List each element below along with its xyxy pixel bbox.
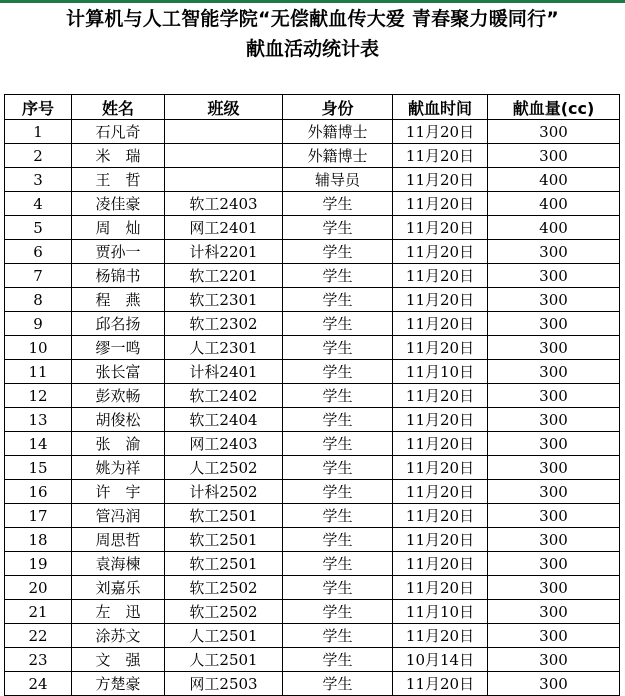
cell-name: 王 哲 bbox=[72, 168, 165, 192]
cell-name: 缪一鸣 bbox=[72, 336, 165, 360]
cell-date: 11月20日 bbox=[393, 672, 488, 696]
cell-volume: 300 bbox=[488, 648, 620, 672]
table-row bbox=[5, 432, 620, 456]
cell-identity: 学生 bbox=[283, 264, 393, 288]
cell-index: 17 bbox=[5, 504, 72, 528]
cell-date: 11月20日 bbox=[393, 432, 488, 456]
document-title bbox=[0, 4, 625, 64]
header-class: 班级 bbox=[165, 95, 283, 120]
cell-class bbox=[165, 120, 283, 144]
cell-date: 11月20日 bbox=[393, 240, 488, 264]
table-row bbox=[5, 216, 620, 240]
cell-index: 12 bbox=[5, 384, 72, 408]
cell-identity: 学生 bbox=[283, 408, 393, 432]
cell-index: 11 bbox=[5, 360, 72, 384]
table-row bbox=[5, 672, 620, 696]
cell-class: 网工2403 bbox=[165, 432, 283, 456]
table-row bbox=[5, 504, 620, 528]
cell-identity: 学生 bbox=[283, 360, 393, 384]
cell-identity: 学生 bbox=[283, 672, 393, 696]
cell-class: 网工2401 bbox=[165, 216, 283, 240]
cell-identity: 学生 bbox=[283, 456, 393, 480]
cell-volume: 400 bbox=[488, 216, 620, 240]
cell-name: 姚为祥 bbox=[72, 456, 165, 480]
table-row bbox=[5, 288, 620, 312]
cell-name: 胡俊松 bbox=[72, 408, 165, 432]
cell-class: 软工2502 bbox=[165, 576, 283, 600]
cell-date: 11月20日 bbox=[393, 144, 488, 168]
cell-date: 11月20日 bbox=[393, 552, 488, 576]
cell-name: 方楚豪 bbox=[72, 672, 165, 696]
table-row bbox=[5, 600, 620, 624]
cell-identity: 外籍博士 bbox=[283, 144, 393, 168]
cell-date: 11月20日 bbox=[393, 288, 488, 312]
cell-name: 文 强 bbox=[72, 648, 165, 672]
cell-volume: 300 bbox=[488, 360, 620, 384]
cell-volume: 300 bbox=[488, 672, 620, 696]
cell-identity: 学生 bbox=[283, 288, 393, 312]
table-row bbox=[5, 552, 620, 576]
cell-date: 11月20日 bbox=[393, 120, 488, 144]
cell-volume: 300 bbox=[488, 120, 620, 144]
cell-volume: 300 bbox=[488, 336, 620, 360]
cell-name: 张长富 bbox=[72, 360, 165, 384]
cell-class: 软工2404 bbox=[165, 408, 283, 432]
table-body bbox=[5, 120, 620, 696]
cell-name: 刘嘉乐 bbox=[72, 576, 165, 600]
cell-volume: 300 bbox=[488, 576, 620, 600]
cell-date: 10月14日 bbox=[393, 648, 488, 672]
cell-volume: 400 bbox=[488, 192, 620, 216]
cell-class: 人工2501 bbox=[165, 624, 283, 648]
header-identity: 身份 bbox=[283, 95, 393, 120]
table-header-row bbox=[5, 95, 620, 120]
cell-volume: 300 bbox=[488, 552, 620, 576]
cell-index: 5 bbox=[5, 216, 72, 240]
table-row bbox=[5, 528, 620, 552]
cell-date: 11月20日 bbox=[393, 456, 488, 480]
cell-name: 米 瑞 bbox=[72, 144, 165, 168]
cell-class: 软工2501 bbox=[165, 552, 283, 576]
header-index: 序号 bbox=[5, 95, 72, 120]
table-row bbox=[5, 192, 620, 216]
cell-date: 11月20日 bbox=[393, 576, 488, 600]
cell-name: 管冯润 bbox=[72, 504, 165, 528]
cell-index: 4 bbox=[5, 192, 72, 216]
cell-date: 11月20日 bbox=[393, 216, 488, 240]
cell-volume: 300 bbox=[488, 528, 620, 552]
table-row bbox=[5, 384, 620, 408]
cell-class: 软工2501 bbox=[165, 504, 283, 528]
cell-volume: 300 bbox=[488, 264, 620, 288]
cell-volume: 300 bbox=[488, 240, 620, 264]
cell-index: 8 bbox=[5, 288, 72, 312]
cell-index: 1 bbox=[5, 120, 72, 144]
cell-name: 贾孙一 bbox=[72, 240, 165, 264]
header-date: 献血时间 bbox=[393, 95, 488, 120]
cell-index: 6 bbox=[5, 240, 72, 264]
cell-date: 11月20日 bbox=[393, 624, 488, 648]
cell-class: 人工2502 bbox=[165, 456, 283, 480]
cell-class bbox=[165, 168, 283, 192]
cell-identity: 学生 bbox=[283, 240, 393, 264]
cell-index: 9 bbox=[5, 312, 72, 336]
cell-class: 网工2503 bbox=[165, 672, 283, 696]
table-row bbox=[5, 624, 620, 648]
cell-name: 石凡奇 bbox=[72, 120, 165, 144]
table-row bbox=[5, 648, 620, 672]
cell-identity: 学生 bbox=[283, 552, 393, 576]
cell-volume: 300 bbox=[488, 504, 620, 528]
cell-class: 软工2402 bbox=[165, 384, 283, 408]
cell-identity: 学生 bbox=[283, 504, 393, 528]
cell-date: 11月20日 bbox=[393, 192, 488, 216]
cell-volume: 300 bbox=[488, 144, 620, 168]
cell-class: 计科2201 bbox=[165, 240, 283, 264]
cell-volume: 300 bbox=[488, 384, 620, 408]
cell-identity: 学生 bbox=[283, 336, 393, 360]
cell-name: 邱名扬 bbox=[72, 312, 165, 336]
cell-identity: 学生 bbox=[283, 480, 393, 504]
table-row bbox=[5, 120, 620, 144]
table-row bbox=[5, 168, 620, 192]
cell-identity: 学生 bbox=[283, 312, 393, 336]
header-volume: 献血量(cc) bbox=[488, 95, 620, 120]
donation-table bbox=[4, 94, 620, 696]
cell-volume: 300 bbox=[488, 408, 620, 432]
cell-class: 软工2201 bbox=[165, 264, 283, 288]
cell-class: 计科2502 bbox=[165, 480, 283, 504]
cell-index: 18 bbox=[5, 528, 72, 552]
cell-identity: 外籍博士 bbox=[283, 120, 393, 144]
cell-volume: 400 bbox=[488, 168, 620, 192]
cell-index: 19 bbox=[5, 552, 72, 576]
cell-name: 张 渝 bbox=[72, 432, 165, 456]
header-name: 姓名 bbox=[72, 95, 165, 120]
cell-name: 周 灿 bbox=[72, 216, 165, 240]
cell-identity: 学生 bbox=[283, 528, 393, 552]
cell-index: 22 bbox=[5, 624, 72, 648]
table-row bbox=[5, 312, 620, 336]
cell-volume: 300 bbox=[488, 480, 620, 504]
cell-date: 11月20日 bbox=[393, 408, 488, 432]
cell-class: 计科2401 bbox=[165, 360, 283, 384]
cell-volume: 300 bbox=[488, 624, 620, 648]
table-row bbox=[5, 576, 620, 600]
cell-index: 20 bbox=[5, 576, 72, 600]
cell-name: 许 宇 bbox=[72, 480, 165, 504]
cell-identity: 辅导员 bbox=[283, 168, 393, 192]
cell-class: 人工2301 bbox=[165, 336, 283, 360]
cell-class bbox=[165, 144, 283, 168]
cell-date: 11月20日 bbox=[393, 264, 488, 288]
cell-name: 程 燕 bbox=[72, 288, 165, 312]
cell-name: 杨锦书 bbox=[72, 264, 165, 288]
cell-date: 11月20日 bbox=[393, 504, 488, 528]
cell-identity: 学生 bbox=[283, 624, 393, 648]
title-line-2: 献血活动统计表 bbox=[245, 38, 379, 60]
cell-class: 软工2302 bbox=[165, 312, 283, 336]
cell-index: 7 bbox=[5, 264, 72, 288]
cell-name: 彭欢畅 bbox=[72, 384, 165, 408]
table-row bbox=[5, 144, 620, 168]
table-row bbox=[5, 480, 620, 504]
cell-volume: 300 bbox=[488, 600, 620, 624]
cell-index: 16 bbox=[5, 480, 72, 504]
cell-class: 软工2502 bbox=[165, 600, 283, 624]
title-line-1: 计算机与人工智能学院“无偿献血传大爱 青春聚力暖同行” bbox=[66, 8, 559, 30]
cell-identity: 学生 bbox=[283, 384, 393, 408]
top-accent-bar bbox=[0, 0, 625, 3]
cell-identity: 学生 bbox=[283, 576, 393, 600]
cell-date: 11月20日 bbox=[393, 168, 488, 192]
cell-index: 3 bbox=[5, 168, 72, 192]
cell-date: 11月20日 bbox=[393, 384, 488, 408]
cell-date: 11月10日 bbox=[393, 600, 488, 624]
cell-identity: 学生 bbox=[283, 600, 393, 624]
cell-index: 14 bbox=[5, 432, 72, 456]
table-row bbox=[5, 240, 620, 264]
cell-date: 11月10日 bbox=[393, 360, 488, 384]
cell-index: 24 bbox=[5, 672, 72, 696]
cell-identity: 学生 bbox=[283, 216, 393, 240]
cell-date: 11月20日 bbox=[393, 528, 488, 552]
table-row bbox=[5, 336, 620, 360]
cell-class: 软工2301 bbox=[165, 288, 283, 312]
cell-volume: 300 bbox=[488, 432, 620, 456]
cell-volume: 300 bbox=[488, 312, 620, 336]
cell-class: 软工2403 bbox=[165, 192, 283, 216]
cell-index: 23 bbox=[5, 648, 72, 672]
cell-volume: 300 bbox=[488, 456, 620, 480]
cell-class: 软工2501 bbox=[165, 528, 283, 552]
cell-name: 袁海楝 bbox=[72, 552, 165, 576]
cell-index: 10 bbox=[5, 336, 72, 360]
table-row bbox=[5, 408, 620, 432]
cell-name: 涂苏文 bbox=[72, 624, 165, 648]
table-row bbox=[5, 456, 620, 480]
cell-date: 11月20日 bbox=[393, 336, 488, 360]
table-row bbox=[5, 264, 620, 288]
cell-identity: 学生 bbox=[283, 648, 393, 672]
cell-date: 11月20日 bbox=[393, 480, 488, 504]
cell-class: 人工2501 bbox=[165, 648, 283, 672]
cell-index: 21 bbox=[5, 600, 72, 624]
cell-name: 凌佳豪 bbox=[72, 192, 165, 216]
table-row bbox=[5, 360, 620, 384]
cell-name: 左 迅 bbox=[72, 600, 165, 624]
cell-volume: 300 bbox=[488, 288, 620, 312]
cell-index: 2 bbox=[5, 144, 72, 168]
cell-name: 周思哲 bbox=[72, 528, 165, 552]
cell-date: 11月20日 bbox=[393, 312, 488, 336]
cell-index: 15 bbox=[5, 456, 72, 480]
cell-identity: 学生 bbox=[283, 432, 393, 456]
cell-index: 13 bbox=[5, 408, 72, 432]
cell-identity: 学生 bbox=[283, 192, 393, 216]
